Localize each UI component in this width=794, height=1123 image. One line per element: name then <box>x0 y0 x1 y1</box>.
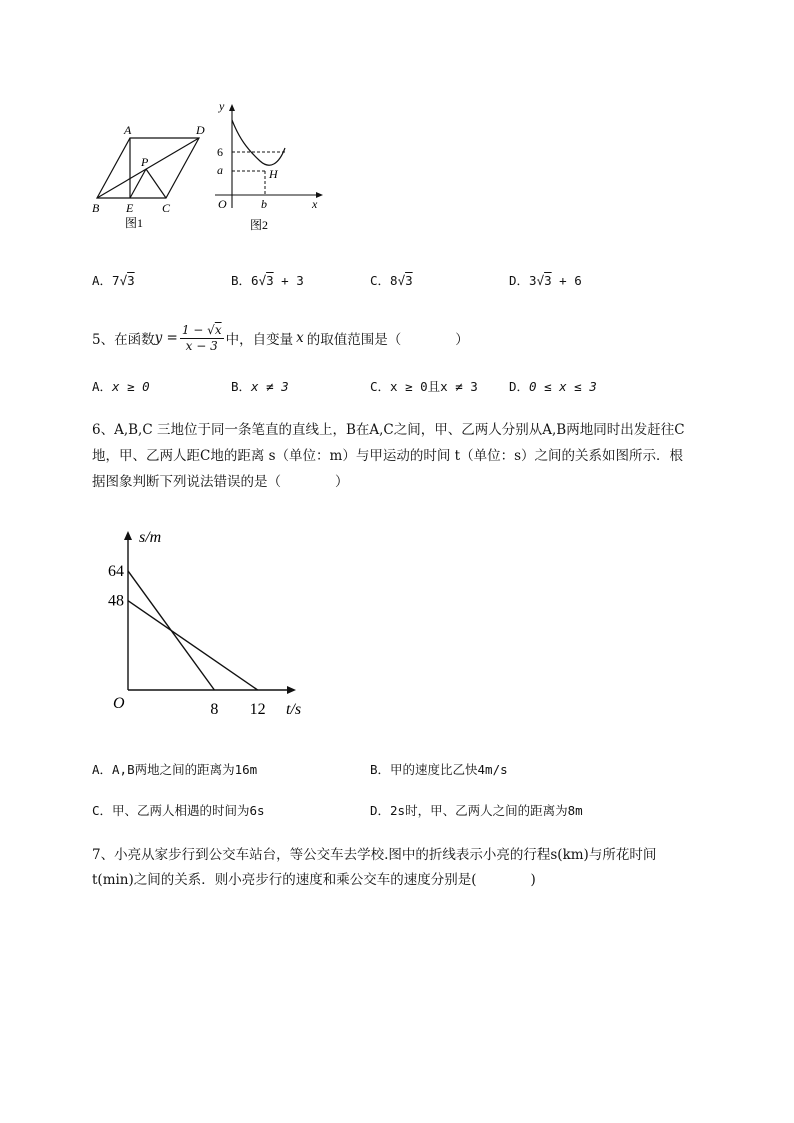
fig2-label-o: O <box>218 197 227 211</box>
q6-option-b: B．甲的速度比乙快4m/s <box>370 762 508 777</box>
figure-2 <box>205 98 330 238</box>
series-yi-line <box>128 601 258 690</box>
figure-1 <box>85 118 215 236</box>
q6-option-a: A．A,B两地之间的距离为16m <box>92 762 258 777</box>
q6-stem-line-1: 6、A,B,C 三地位于同一条笔直的直线上，B在A,C之间，甲、乙两人分别从A,B两地同时出发赶往C <box>92 422 685 438</box>
q6-option-c: C．甲、乙两人相遇的时间为6s <box>92 803 265 818</box>
q6-option-d: D．2s时，甲、乙两人之间的距离为8m <box>370 803 583 818</box>
q5-option-b: B．x ≠ 3 <box>231 379 289 394</box>
fig2-label-h: H <box>269 167 278 181</box>
y-axis-arrow <box>124 531 132 540</box>
q4-option-b: B．6√3 + 3 <box>231 273 304 288</box>
y-tick-48: 48 <box>108 592 124 610</box>
x-axis-label: t/s <box>286 701 302 718</box>
q5-option-c: C．x ≥ 0且x ≠ 3 <box>370 379 478 394</box>
x-tick-12: 12 <box>249 701 266 718</box>
x-axis-arrow <box>287 686 296 694</box>
y-axis-label: s/m <box>139 529 162 546</box>
fig2-label-a: a <box>217 163 223 177</box>
fig2-curve <box>232 120 285 165</box>
q4-option-a: A．7√3 <box>92 273 135 288</box>
q4-option-c: C．8√3 <box>370 273 413 288</box>
q5-stem: 5、在函数 y = $\frac{1 - √x}{x - 3}$ 中，自变量 x 的取值范围是（ ） <box>92 322 469 353</box>
q5-option-a: A．x ≥ 0 <box>92 379 150 394</box>
q6-chart <box>95 520 325 725</box>
fig1-label-c: C <box>162 201 171 215</box>
fig1-label-b: B <box>92 201 100 215</box>
origin-label: O <box>113 695 125 712</box>
fig2-label-b: b <box>261 197 267 211</box>
q6-stem-line-2: 地，甲、乙两人距C地的距离 s（单位：m）与甲运动的时间 t（单位：s）之间的关系如图所示．根 <box>92 448 683 464</box>
q6-stem-line-3: 据图象判断下列说法错误的是（ ） <box>92 474 349 490</box>
q4-option-d: D．3√3 + 6 <box>509 273 582 288</box>
fig1-label-d: D <box>196 123 205 137</box>
fig2-label-x: x <box>312 197 318 211</box>
y-tick-64: 64 <box>108 562 124 580</box>
fig1-caption: 图1 <box>125 216 144 230</box>
fig2-caption: 图2 <box>250 218 269 232</box>
q5-option-d: D．0 ≤ x ≤ 3 <box>509 379 597 394</box>
x-tick-8: 8 <box>210 701 219 718</box>
fig1-label-e: E <box>126 201 134 215</box>
fig2-label-six: 6 <box>217 145 223 159</box>
fig2-label-y: y <box>219 99 225 113</box>
q7-stem-line-2: t(min)之间的关系．则小亮步行的速度和乘公交车的速度分别是( ) <box>92 872 536 888</box>
fig1-label-p: P <box>141 155 149 169</box>
q7-stem-line-1: 7、小亮从家步行到公交车站台，等公交车去学校.图中的折线表示小亮的行程s(km)与所花时间 <box>92 847 657 863</box>
fig2-y-arrow <box>229 104 235 111</box>
fig1-label-a: A <box>124 123 132 137</box>
